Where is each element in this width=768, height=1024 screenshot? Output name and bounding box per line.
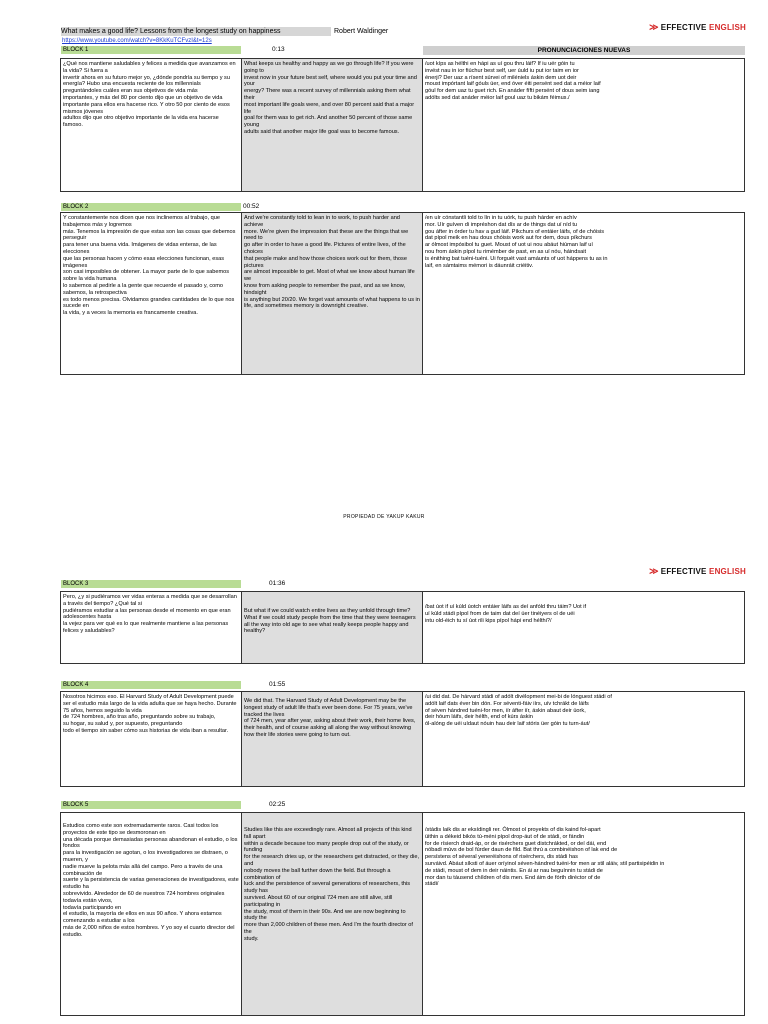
block-4-row [60, 691, 745, 787]
block-4-english: We did that. The Harvard Study of Adult Development may be the longest study of adult life that's ever been done. For 75 years, we've tracked the lives of 724 men, year after year, asking about their work, their home lives, their health, and of course asking all along the way without knowing how their life stories were going to turn out. [242, 692, 423, 786]
brand-word-effective: EFFECTIVE [660, 23, 707, 32]
block-3-spanish: Pero, ¿y si pudiéramos ver vidas enteras a medida que se desarrollan a través del tiempo? ¿Qué tal si pudiéramos estudiar a las personas desde el momento en que eran adolescentes hasta la vejez para ver qué es lo que realmente mantiene a las personas felices y saludables? [61, 592, 242, 663]
brand-word-english: ENGLISH [709, 23, 746, 32]
block-5-english: Studies like this are exceedingly rare. Almost all projects of this kind fall apart within a decade because too many people drop out of the study, or funding for the research dries up, or the researchers get distracted, or they die, and nobody moves the ball further down the field. But through a combination of luck and the persistence of several generations of researchers, this study has survived. About 60 of our original 724 men are still alive, still participating in the study, most of them in their 90s. And we are now beginning to study the more than 2,000 children of these men. And I'm the fourth director of the study. [242, 813, 423, 1015]
block-2-row [60, 212, 745, 375]
block-4-pronunciation: /ui did dat. De hárvard stádi of adólt divélopment mei-bi de lónguest stádi of adólt laif dats éver bin dón. For séventi-fáiv iírs, uív tchrákt de láifs of séven hándred tuéni-for men, iír áfter iír, áskin abaut deir üork, deir hóum láifs, deir hélth, end of kúrs áskin ól-alóng de uéi uídaut nóuin hau deir laif stóris üer góin tu turn-áut/ [425, 694, 612, 728]
block-2-label: BLOCK 2 [61, 203, 241, 211]
block-4-time: 01:55 [269, 681, 286, 688]
pronunciation-heading: PRONUNCIACIONES NUEVAS [423, 46, 745, 55]
block-3-row [60, 591, 745, 664]
brand-mark-icon: ≫ [649, 566, 659, 576]
block-1-label: BLOCK 1 [61, 46, 241, 54]
block-3-pronunciation: /bat úot if uí kúld úotch entáier láifs as deí anfóld thru táim? Uot if uí kúld stádi pípol from de taim dat deí úer tinéiyers ol de uéi intu old-éich tu sí úot rili kips pípol hápi end hélthi?/ [425, 604, 587, 624]
brand-word-english: ENGLISH [709, 567, 746, 576]
block-2-time: 00:52 [243, 203, 260, 210]
property-notice: PROPIEDAD DE YAKUP KAKUR [343, 514, 425, 520]
author-name: Robert Waldinger [334, 28, 389, 35]
block-4-label: BLOCK 4 [61, 681, 241, 689]
block-5-row [60, 812, 745, 1016]
brand-word-effective: EFFECTIVE [660, 567, 707, 576]
block-5-label: BLOCK 5 [61, 801, 241, 809]
video-link[interactable]: https://www.youtube.com/watch?v=8KkKuTCFvzI&t=12s [62, 38, 212, 44]
block-1-pronunciation: /uot kíps as hélthi en hápi as uí gou thru láif? If iu uér góin tu invést nau in ior fiúchur best self, uer úuld iu put ior taim en ior énerji? Der uaz a rísent súrvei of miléniels áskin dem uot deir moust impórtant laif góuls úer, end óver éiti persént sed dat a méior laif góul for dem uaz tu guet rich. En anáder fífti persént of dous seim iang adólts sed dat anáder méior laif goul uaz tu bikám féimus./ [425, 61, 601, 101]
block-3-label: BLOCK 3 [61, 580, 241, 588]
block-3-time: 01:36 [269, 580, 286, 587]
block-2-spanish: Y constantemente nos dicen que nos inclinemos al trabajo, que trabajemos más y logremos más. Tenemos la impresión de que estas son las cosas que debemos perseguir para tener una buena vida. Imágenes de vidas enteras, de las elecciones que las personas hacen y cómo esas elecciones funcionan, esas imágenes son casi imposibles de obtener. La mayor parte de lo que sabemos sobre la vida humana lo sabemos al pedirle a la gente que recuerde el pasado y, como sabemos, la retrospectiva es todo menos precisa. Olvidamos grandes cantidades de lo que nos sucede en la vida, y a veces la memoria es francamente creativa. [61, 213, 242, 374]
block-2-english: And we're constantly told to lean in to work, to push harder and achieve more. We're given the impression that these are the things that we need to go after in order to have a good life. Pictures of entire lives, of the choices that people make and how those choices work out for them, those pictures are almost impossible to get. Most of what we know about human life we know from asking people to remember the past, and as we know, hindsight is anything but 20/20. We forget vast amounts of what happens to us in life, and sometimes memory is downright creative. [242, 213, 423, 374]
document-title: What makes a good life? Lessons from the longest study on happiness [61, 27, 331, 36]
block-5-pronunciation: /stádis laik dis ar eksídingli rer. Ólmost ol proyekts of dis kaind fol-apart üithin a dékeid bikós tú-méni pípol drop-áut of de stádi, or fándin for de rísierch draid-áp, or de risérchers guet distchrákted, or deí dái, end nóbadi múvs de bol fúrder daun de fild. Bat thrú a combinéishon of lak end de persístens of séveral yeneréishons of risérchers, dis stádi has surváivd. Abáut síksti of áuer oríyinol séven-hándred tuéni-for men ar stil aláiv, stil partisipéidin in de stádi, moust of dem in deir náintis. En ái ar nau beguínnin tu stádi de mor dan tu táusend chíldren of dis men. End áim de fórth diréctor of de stádi/ [425, 827, 665, 888]
block-5-time: 02:25 [269, 801, 286, 808]
block-4-spanish: Nosotros hicimos eso. El Harvard Study of Adult Development puede ser el estudio más largo de la vida adulta que se haya hecho. Durante 75 años, hemos seguido la vida de 724 hombres, año tras año, preguntando sobre su trabajo, su hogar, su salud y, por supuesto, preguntando todo el tiempo sin saber cómo sus historias de vida iban a resultar. [61, 692, 242, 786]
brand-logo-page-2 [649, 566, 746, 577]
block-1-time: 0:13 [272, 46, 285, 53]
block-1-english: What keeps us healthy and happy as we go through life? If you were going to invest now in your future best self, where would you put your time and your energy? There was a recent survey of millennials asking them what their most important life goals were, and over 80 percent said that a major life goal for them was to get rich. And another 50 percent of those same young adults said that another major life goal was to become famous. [242, 59, 423, 191]
brand-mark-icon: ≫ [649, 22, 659, 32]
block-3-english: But what if we could watch entire lives as they unfold through time? What if we could study people from the time that they were teenagers all the way into old age to see what really keeps people happy and healthy? [242, 592, 423, 663]
block-5-spanish: Estudios como este son extremadamente raros. Casi todos los proyectos de este tipo se desmoronan en una década porque demasiadas personas abandonan el estudio, o los fondos para la investigación se agotan, o los investigadores se distraen, o mueren, y nadie mueve la pelota más allá del campo. Pero a través de una combinación de suerte y la persistencia de varias generaciones de investigadores, este estudio ha sobrevivido. Alrededor de 60 de nuestros 724 hombres originales todavía están vivos, todavía participando en el estudio, la mayoría de ellos en sus 90 años. Y ahora estamos comenzando a estudiar a los más de 2,000 niños de estos hombres. Y yo soy el cuarto director del estudio. [61, 813, 242, 1015]
block-2-pronunciation: /en uír cónstantli told to lín in tu uórk, tu push hárder en achív mor. Uír guíven di impréshon dat dís ar de things dat uí níd tu gou áfter in órder tu hav a gud láif. Píkchurs of entáier láifs, of de chóisis dat pípol meik en hau dous chóisis work aut for dem, dous píkchurs ar ólmost impósibol tu guet. Moust of uot ui nou abáut hiúman laif uí nou from áskin pípol tu rimémber de past, en as uí nóu, háindsait is énithing bat tuéni-tuéni. Ui forguét vast amáunts of uot háppens tu as in laif, en sámtaims mémori is dáunráit criéitiv. [425, 215, 608, 269]
block-1-spanish: ¿Qué nos mantiene saludables y felices a medida que avanzamos en la vida? Si fuera a invertir ahora en su futuro mejor yo, ¿dónde pondría su tiempo y su energía? Hubo una encuesta reciente de los millennials preguntándoles cuáles eran sus objetivos de vida más importantes, y más del 80 por ciento dijo que un objetivo de vida importante para ellos era hacerse rico. Y otro 50 por ciento de esos mismos jóvenes adultos dijo que otro objetivo importante de la vida era hacerse famoso. [61, 59, 242, 191]
block-1-row [60, 58, 745, 192]
brand-logo [649, 22, 746, 33]
